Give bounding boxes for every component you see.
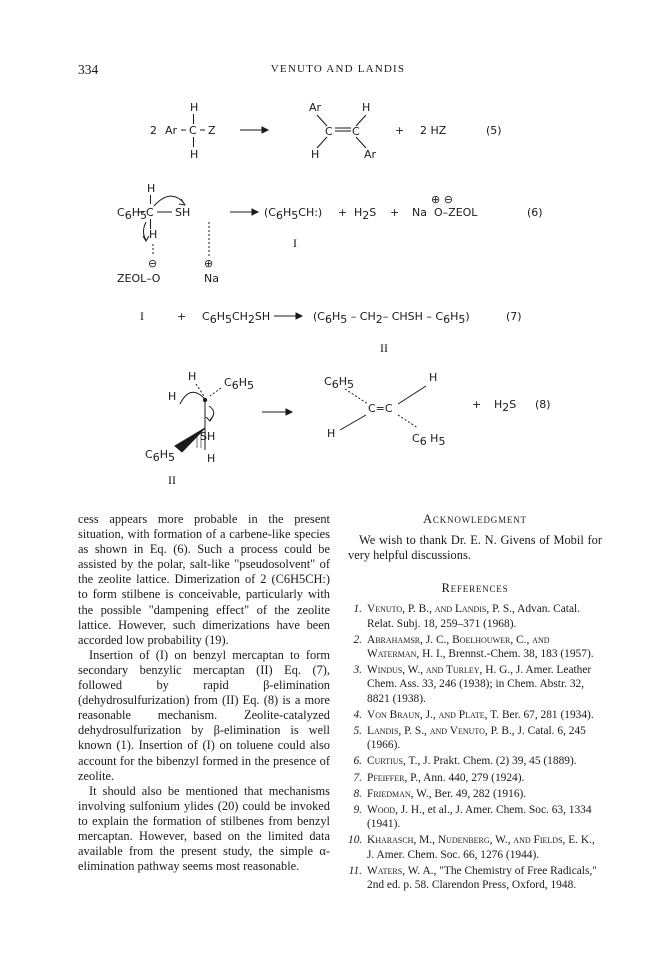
reference-source: et al., J. Amer. Chem. Soc. 63, 1334 (1941). — [367, 804, 592, 831]
reference-item — [348, 633, 602, 661]
paragraph-2: Insertion of (I) on benzyl mercaptan to form secondary benzylic mercaptan (II) Eq. (7), followed by rapid β-elimination (dehydrosulfurization) from (II) Eq. (8) is a more reasonable mechanism. Zeolite-catalyzed dehydrosulfurization by β-elimination is well known (1). Insertion of (I) on toluene could also account for the bibenzyl formed in the presence of zeolite. — [78, 647, 330, 783]
reference-source: Ann. 440, 279 (1924). — [420, 771, 525, 784]
eq5-ar: Ar — [165, 124, 178, 137]
acknowledgment-text: We wish to thank Dr. E. N. Givens of Mobil for very helpful discussions. — [348, 533, 602, 563]
eq6-plus-2: + — [390, 206, 400, 219]
reference-item — [348, 602, 602, 630]
reference-source: Advan. Catal. Relat. Subj. 18, 259–371 (1968). — [367, 603, 581, 630]
reference-number: 9. — [353, 804, 362, 817]
eq6-sh: SH — [175, 206, 191, 219]
paragraph-1: cess appears more probable in the present situation, with formation of a carbene-like species as shown in Eq. (6). Such a process could be assisted by the polar, salt-like "pseudosolvent" of the zeolite lattice. Dimerization of 2 (C6H5CH:) to form stilbene is conceivable, particularly with the possible "dampening effect" of the zeolite lattice. However, such dimerizations have been accorded low probability (19). — [78, 512, 330, 647]
reference-authors: Kharasch, M., Nudenberg, W., and Fields, E. K., — [367, 834, 595, 847]
eq6-number: (6) — [527, 206, 543, 219]
eq6-na: Na — [412, 206, 427, 219]
reference-number: 11. — [348, 864, 362, 877]
references-heading: References — [441, 581, 509, 596]
reference-item — [348, 803, 602, 831]
eq6-charges: ⊕ ⊖ — [431, 193, 453, 206]
eq8-h-left: H — [168, 390, 177, 403]
eq7-plus: + — [177, 310, 187, 323]
eq5-c-right: C — [352, 125, 360, 138]
eq8-prod-c6h5-bottom: C6 H5 — [412, 432, 446, 448]
eq6-c: C — [146, 206, 154, 219]
eq8-prod-h-bottom: H — [327, 427, 336, 440]
reference-item — [348, 771, 602, 785]
reference-number: 3. — [353, 664, 362, 677]
eq5-c-left: C — [325, 125, 333, 138]
reference-source: J. Prakt. Chem. (2) 39, 45 (1889). — [420, 755, 577, 768]
eq7-product: (C6H5 – CH2– CHSH – C6H5) — [313, 310, 470, 326]
eq6-na-bottom: Na — [204, 272, 219, 285]
eq5-ar-top: Ar — [309, 101, 322, 114]
eq8-prod-h-top: H — [429, 371, 438, 384]
reference-authors: Friedman, W., — [367, 787, 432, 800]
reference-source: J. Amer. Leather Chem. Ass. 33, 246 (1938); in Chem. Abstr. 32, 8821 (1938). — [367, 664, 592, 705]
reference-authors: Waters, W. A., — [367, 864, 437, 877]
reference-number: 6. — [353, 755, 362, 768]
reference-source: Ber. 49, 282 (1916). — [431, 787, 527, 800]
eq7-reactant1: I — [140, 309, 144, 323]
reference-source: J. Amer. Chem. Soc. 66, 1276 (1944). — [367, 848, 540, 861]
reference-source: J. Catal. 6, 245 (1966). — [367, 725, 586, 752]
eq6-label: I — [293, 236, 297, 250]
running-head: VENUTO AND LANDIS — [270, 63, 406, 75]
reference-item — [348, 754, 602, 768]
right-column — [348, 512, 602, 894]
eq6-pos: ⊕ — [204, 257, 214, 270]
reference-item — [348, 708, 602, 722]
eq6-plus-1: + — [338, 206, 348, 219]
eq7-label: II — [380, 341, 388, 355]
equation-5 — [150, 101, 502, 161]
reference-number: 5. — [353, 725, 362, 737]
reference-number: 10. — [348, 834, 363, 847]
eq5-h-bottom-left: H — [311, 148, 320, 161]
eq6-zeol-o: ZEOL–O — [117, 272, 161, 285]
equation-6 — [117, 182, 543, 285]
eq6-neg: ⊖ — [148, 257, 158, 270]
eq6-h2s: H2S — [354, 206, 377, 222]
body-text-left-column — [78, 512, 330, 874]
reference-authors: Von Braun, J., and Plate, T. — [367, 708, 500, 721]
paragraph-3: It should also be mentioned that mechanisms involving sulfonium ylides (20) could be invoked to explain the formation of stilbenes from benzyl mercaptan. However, based on the limited data available from the present study, the simple α-elimination pathway seems most reasonable. — [78, 783, 330, 874]
acknowledgment-heading: Acknowledgment — [423, 512, 527, 526]
page-number: 334 — [78, 62, 99, 77]
eq8-prod-c6h5-top: C6H5 — [324, 375, 354, 391]
eq5-ar-bottom: Ar — [364, 148, 377, 161]
eq8-plus: + — [472, 398, 482, 411]
reference-item — [348, 724, 602, 752]
reference-number: 8. — [353, 787, 362, 800]
reference-number: 1. — [353, 603, 362, 616]
eq8-c6h5-bottom: C6H5 — [145, 448, 175, 464]
eq8-cc: C=C — [368, 402, 393, 415]
equation-7 — [140, 309, 522, 355]
eq8-sh: SH — [200, 430, 216, 443]
reference-source: Brennst.-Chem. 38, 183 (1957). — [445, 647, 594, 660]
eq8-h-bottom: H — [207, 452, 216, 465]
reference-item — [348, 864, 602, 892]
reference-number: 2. — [353, 633, 362, 646]
eq5-coef: 2 — [150, 124, 157, 137]
reference-list — [348, 602, 602, 892]
eq5-z: Z — [208, 124, 216, 137]
equation-8 — [145, 370, 551, 487]
eq8-h-top: H — [188, 370, 197, 383]
eq8-c6h5-top: C6H5 — [224, 376, 254, 392]
eq7-number: (7) — [506, 310, 522, 323]
eq7-reactant2: C6H5CH2SH — [202, 310, 271, 326]
reference-number: 4. — [353, 708, 362, 721]
eq6-h-top: H — [147, 182, 156, 195]
eq8-h2s: H2S — [494, 398, 517, 414]
reference-item — [348, 663, 602, 706]
eq8-label: II — [168, 473, 176, 487]
reference-source: Ber. 67, 281 (1934). — [499, 708, 594, 721]
eq8-number: (8) — [535, 398, 551, 411]
eq6-c6h5: C6H5 — [117, 206, 147, 222]
eq5-c: C — [189, 124, 197, 137]
eq6-h-bottom: H — [149, 228, 158, 241]
reference-authors: Pfeiffer, P., — [367, 771, 421, 784]
eq6-product1: (C6H5CH:) — [264, 206, 323, 222]
eq5-h-bottom: H — [190, 148, 199, 161]
eq5-h-top-right: H — [362, 101, 371, 114]
eq6-ozeol: O–ZEOL — [434, 206, 478, 219]
eq5-product: 2 HZ — [420, 124, 447, 137]
reference-item — [348, 833, 602, 861]
eq5-h-top: H — [190, 101, 199, 114]
reference-number: 7. — [353, 771, 362, 784]
reference-authors: Curtius, T., — [367, 755, 421, 768]
reference-source: "The Chemistry of Free Radicals," 2nd ed. p. 58. Clarendon Press, Oxford, 1948. — [367, 864, 597, 892]
reference-item — [348, 787, 602, 801]
reference-authors: Venuto, P. B., and Landis, P. S., — [367, 603, 515, 616]
reference-authors: Wood, J. H., — [367, 804, 425, 817]
reference-authors: Windus, W., and Turley, H. G., — [367, 664, 514, 677]
reference-authors: Abrahamsr, J. C., Boelhouwer, C., and Waterman, H. I., — [367, 633, 550, 660]
reference-authors: Landis, P. S., and Venuto, P. B., — [367, 725, 515, 737]
eq5-plus: + — [395, 124, 405, 137]
eq5-number: (5) — [486, 124, 502, 137]
